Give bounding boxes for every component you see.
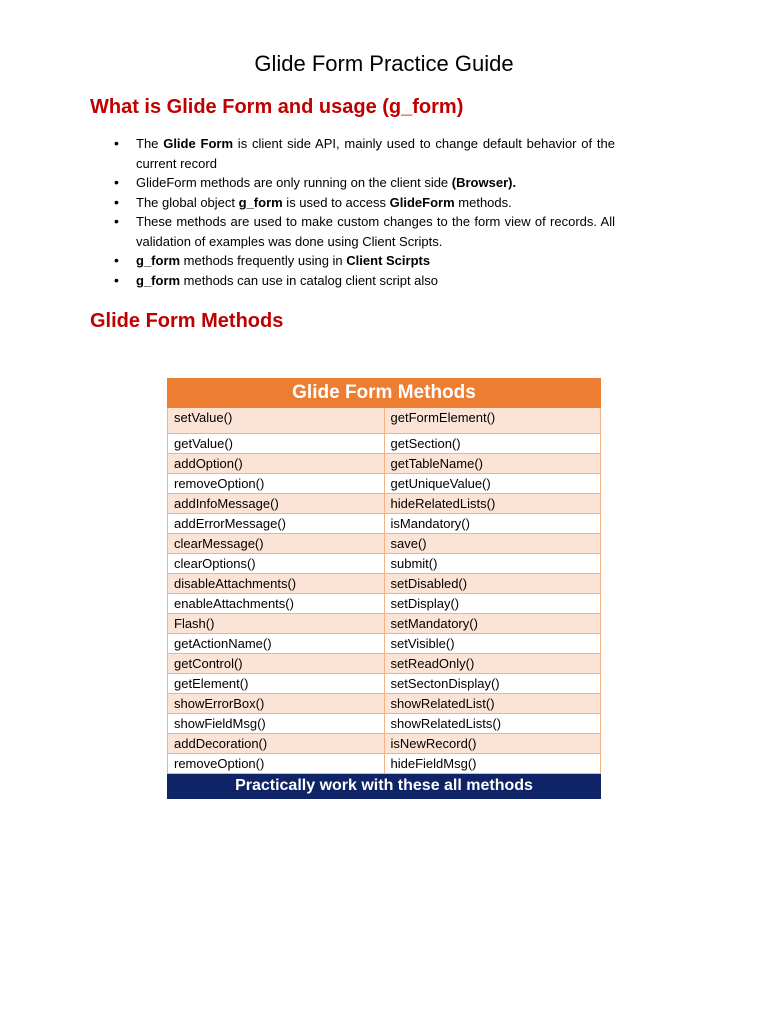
bullet-text-bold: g_form [136,253,181,268]
method-cell-left: addErrorMessage() [168,514,385,534]
bullet-item [112,173,615,193]
method-cell-right: setVisible() [384,634,601,654]
bullet-item [112,271,615,291]
table-header-row [168,379,601,408]
method-cell-right: setDisabled() [384,574,601,594]
table-row [168,514,601,534]
method-cell-left: getControl() [168,654,385,674]
method-cell-left: showFieldMsg() [168,714,385,734]
table-footer: Practically work with these all methods [168,774,601,799]
method-cell-right: getSection() [384,434,601,454]
table-header: Glide Form Methods [168,379,601,408]
bullet-text: is used to access [282,194,390,210]
table-footer-row [168,774,601,799]
bullet-item [112,251,615,271]
bullet-item [112,193,615,213]
method-cell-right: save() [384,534,601,554]
method-cell-right: hideRelatedLists() [384,494,601,514]
method-cell-left: getValue() [168,434,385,454]
bullet-text-bold: g_form [238,194,283,210]
table-row [168,454,601,474]
table-row [168,434,601,454]
method-cell-right: getFormElement() [384,408,601,434]
method-cell-right: setDisplay() [384,594,601,614]
table-row [168,694,601,714]
method-cell-left: getElement() [168,674,385,694]
method-cell-right: hideFieldMsg() [384,754,601,774]
method-cell-right: getUniqueValue() [384,474,601,494]
method-cell-left: enableAttachments() [168,594,385,614]
bullet-text: methods can use in catalog client script also [180,272,439,288]
bullet-text: GlideForm methods are only running on the client side [136,175,452,190]
method-cell-left: Flash() [168,614,385,634]
method-cell-left: addOption() [168,454,385,474]
table-row [168,734,601,754]
method-cell-left: clearOptions() [168,554,385,574]
table-row [168,534,601,554]
section-heading-glide-form-methods: Glide Form Methods [90,310,284,332]
method-cell-left: disableAttachments() [168,574,385,594]
usage-bullet-list [112,134,615,290]
bullet-item [112,134,615,173]
table-row [168,654,601,674]
method-cell-left: showErrorBox() [168,694,385,714]
bullet-text-bold: Client Scirpts [346,253,431,268]
section-heading-what-is-glide-form: What is Glide Form and usage (g_form) [90,96,464,118]
bullet-text-bold: (Browser). [451,175,517,190]
table-row [168,614,601,634]
method-cell-left: addDecoration() [168,734,385,754]
bullet-text-bold: g_form [136,272,181,288]
method-cell-right: setMandatory() [384,614,601,634]
bullet-text-bold: Glide Form [163,136,234,151]
method-cell-left: clearMessage() [168,534,385,554]
table-row [168,474,601,494]
method-cell-left: removeOption() [168,474,385,494]
bullet-text: The [136,136,164,151]
table-row [168,594,601,614]
bullet-text: is client side API, mainly used to change default behavior of the current record [136,136,616,171]
table-row [168,714,601,734]
method-cell-left: addInfoMessage() [168,494,385,514]
method-cell-left: setValue() [168,408,385,434]
method-cell-right: setSectonDisplay() [384,674,601,694]
table-row [168,554,601,574]
table-row [168,408,601,434]
table-row [168,674,601,694]
method-cell-right: getTableName() [384,454,601,474]
document-title: Glide Form Practice Guide [254,51,514,76]
bullet-text: methods frequently using in [180,253,347,268]
method-cell-left: removeOption() [168,754,385,774]
method-cell-right: isNewRecord() [384,734,601,754]
bullet-item [112,212,615,251]
method-cell-right: setReadOnly() [384,654,601,674]
bullet-text: methods. [454,194,512,210]
method-cell-right: showRelatedLists() [384,714,601,734]
bullet-text: The global object [136,194,239,210]
table-row [168,494,601,514]
bullet-text-bold: GlideForm [389,194,455,210]
method-cell-right: isMandatory() [384,514,601,534]
method-cell-right: submit() [384,554,601,574]
table-body [168,408,601,774]
methods-table [167,378,601,799]
method-cell-right: showRelatedList() [384,694,601,714]
table-row [168,574,601,594]
method-cell-left: getActionName() [168,634,385,654]
table-row [168,634,601,654]
bullet-text: These methods are used to make custom changes to the form view of records. All validation of examples was done using Client Scripts. [136,214,615,249]
table-row [168,754,601,774]
